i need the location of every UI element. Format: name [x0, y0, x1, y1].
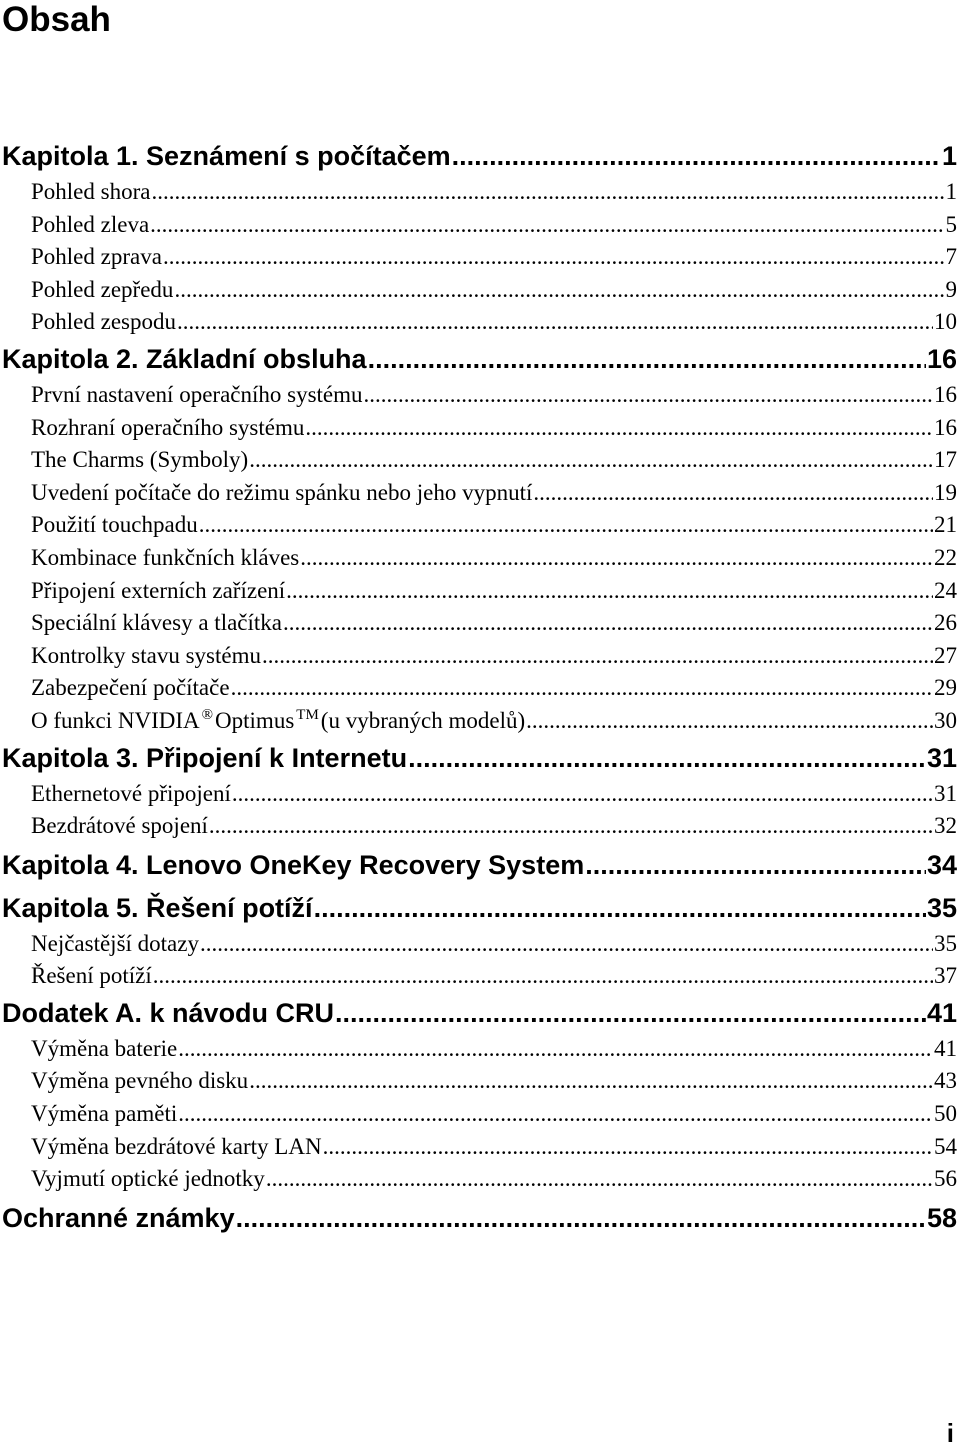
- toc-section-entry[interactable]: [0, 607, 960, 640]
- toc-section-entry-label: Výměna bezdrátové karty LAN: [31, 1133, 322, 1159]
- toc-chapter-entry[interactable]: [0, 1196, 960, 1241]
- toc-section-entry[interactable]: [0, 209, 960, 242]
- dot-leader: [283, 607, 933, 640]
- registered-mark: ®: [201, 706, 214, 723]
- toc-section-entry-label: Kontrolky stavu systému: [31, 642, 261, 668]
- toc-section-entry-page-number: 54: [934, 1133, 957, 1159]
- toc-section-entry-label: Speciální klávesy a tlačítka: [31, 610, 282, 636]
- toc-section-entry[interactable]: [0, 575, 960, 608]
- toc-section-entry[interactable]: [0, 705, 960, 738]
- footer-page-number: i: [946, 1418, 954, 1448]
- toc-section-entry-page-number: 43: [934, 1068, 957, 1094]
- table-of-contents: [0, 136, 960, 1241]
- toc-section-entry-label: Výměna baterie: [31, 1035, 178, 1061]
- dot-leader: [300, 542, 933, 575]
- toc-section-entry-label: [31, 705, 525, 738]
- dot-leader: [585, 843, 926, 888]
- toc-section-entry-label: Výměna pevného disku: [31, 1068, 249, 1094]
- toc-chapter-entry[interactable]: [0, 339, 960, 379]
- toc-section-entry-label: Pohled zprava: [31, 244, 162, 270]
- dot-leader: [286, 575, 933, 608]
- toc-chapter-entry[interactable]: [0, 738, 960, 778]
- toc-section-entry-label: Pohled zespodu: [31, 309, 177, 335]
- toc-section-entry-page-number: 9: [945, 276, 957, 302]
- toc-section-entry-page-number: 5: [945, 211, 957, 237]
- dot-leader: [163, 241, 945, 274]
- dot-leader: [533, 477, 933, 510]
- toc-section-entry[interactable]: [0, 1098, 960, 1131]
- toc-section-entry[interactable]: [0, 176, 960, 209]
- toc-section-entry-label: Pohled shora: [31, 179, 151, 204]
- toc-chapter-entry-label: Kapitola 5. Řešení potíží: [2, 892, 313, 923]
- dot-leader: [232, 778, 933, 811]
- toc-section-entry-label: Zabezpečení počítače: [31, 675, 230, 701]
- toc-section-entry-page-number: 21: [934, 512, 957, 538]
- optimus-text: Optimus: [215, 707, 295, 733]
- toc-section-entry-page-number: 50: [934, 1101, 957, 1127]
- toc-section-entry[interactable]: [0, 241, 960, 274]
- toc-section-entry[interactable]: [0, 672, 960, 705]
- toc-section-entry-page-number: 19: [934, 479, 957, 505]
- nvidia-text: O funkci NVIDIA: [31, 707, 200, 733]
- dot-leader: [262, 640, 933, 673]
- dot-leader: [408, 738, 926, 778]
- toc-section-entry-page-number: 17: [934, 447, 957, 473]
- dot-leader: [151, 176, 944, 209]
- dot-leader: [178, 1033, 933, 1066]
- toc-section-entry-page-number: 35: [934, 930, 957, 956]
- toc-section-entry-page-number: 41: [934, 1035, 957, 1061]
- toc-section-entry[interactable]: [0, 274, 960, 307]
- dot-leader: [249, 1065, 933, 1098]
- toc-chapter-entry-label: Dodatek A. k návodu CRU: [2, 997, 335, 1028]
- toc-chapter-entry-page-number: 41: [926, 997, 957, 1028]
- toc-section-entry[interactable]: [0, 1065, 960, 1098]
- toc-chapter-entry-page-number: 31: [926, 742, 957, 773]
- dot-leader: [177, 306, 933, 339]
- trademark-mark: TM: [296, 706, 319, 723]
- toc-chapter-entry-page-number: 35: [926, 892, 957, 923]
- toc-section-entry[interactable]: [0, 509, 960, 542]
- toc-chapter-entry[interactable]: [0, 888, 960, 928]
- toc-section-entry[interactable]: [0, 542, 960, 575]
- toc-section-entry[interactable]: [0, 928, 960, 961]
- toc-chapter-entry-page-number: 16: [926, 343, 957, 374]
- dot-leader: [335, 993, 926, 1033]
- toc-section-entry[interactable]: [0, 306, 960, 339]
- toc-chapter-entry-label: Kapitola 4. Lenovo OneKey Recovery System: [2, 849, 585, 880]
- toc-chapter-entry-page-number: 34: [926, 849, 957, 880]
- toc-chapter-entry[interactable]: [0, 136, 960, 176]
- dot-leader: [368, 339, 926, 379]
- toc-chapter-entry-label: Kapitola 2. Základní obsluha: [2, 343, 367, 374]
- dot-leader: [266, 1163, 933, 1196]
- toc-section-entry-page-number: 30: [934, 707, 957, 733]
- toc-section-entry-page-number: 56: [934, 1166, 957, 1192]
- toc-chapter-entry-label: Ochranné známky: [2, 1202, 235, 1233]
- dot-leader: [150, 209, 944, 242]
- toc-chapter-entry-page-number: 1: [941, 141, 957, 171]
- toc-section-entry-label: Připojení externích zařízení: [31, 577, 286, 603]
- dot-leader: [249, 444, 933, 477]
- toc-chapter-entry-label: Kapitola 3. Připojení k Internetu: [2, 742, 408, 773]
- dot-leader: [236, 1196, 926, 1241]
- toc-section-entry-label: První nastavení operačního systému: [31, 381, 363, 407]
- toc-section-entry-label: Kombinace funkčních kláves: [31, 544, 300, 570]
- toc-section-entry[interactable]: [0, 1033, 960, 1066]
- dot-leader: [199, 509, 933, 542]
- models-text: (u vybraných modelů): [320, 707, 526, 733]
- toc-section-entry[interactable]: [0, 810, 960, 843]
- toc-section-entry-label: Pohled zleva: [31, 211, 150, 237]
- dot-leader: [314, 888, 926, 928]
- toc-section-entry-page-number: 22: [934, 544, 957, 570]
- toc-section-entry-page-number: 27: [934, 642, 957, 668]
- dot-leader: [305, 412, 933, 445]
- toc-section-entry[interactable]: [0, 640, 960, 673]
- dot-leader: [323, 1131, 933, 1164]
- toc-section-entry-label: Uvedení počítače do režimu spánku nebo jeho vypnutí: [31, 479, 533, 505]
- toc-section-entry-page-number: 16: [934, 414, 957, 440]
- toc-section-entry-label: Bezdrátové spojení: [31, 813, 208, 839]
- toc-section-entry-page-number: 32: [934, 813, 957, 839]
- dot-leader: [364, 379, 933, 412]
- toc-section-entry-label: Výměna paměti: [31, 1101, 178, 1127]
- toc-section-entry[interactable]: [0, 778, 960, 811]
- toc-section-entry[interactable]: [0, 960, 960, 993]
- page-title: Obsah: [2, 0, 111, 39]
- toc-section-entry[interactable]: [0, 1131, 960, 1164]
- dot-leader: [178, 1098, 933, 1131]
- toc-section-entry-page-number: 31: [934, 780, 957, 806]
- toc-section-entry[interactable]: [0, 444, 960, 477]
- toc-chapter-entry[interactable]: [0, 843, 960, 888]
- toc-section-entry-page-number: 26: [934, 610, 957, 636]
- toc-section-entry-label: Použití touchpadu: [31, 512, 198, 538]
- toc-section-entry-page-number: 7: [945, 244, 957, 270]
- toc-section-entry-page-number: 1: [945, 179, 957, 204]
- toc-section-entry[interactable]: [0, 477, 960, 510]
- dot-leader: [209, 810, 933, 843]
- toc-chapter-entry-label: Kapitola 1. Seznámení s počítačem: [2, 141, 451, 171]
- toc-section-entry-label: Řešení potíží: [31, 963, 152, 989]
- toc-section-entry-label: Nejčastější dotazy: [31, 930, 199, 956]
- toc-section-entry-page-number: 29: [934, 675, 957, 701]
- dot-leader: [200, 928, 933, 961]
- toc-section-entry-page-number: 10: [934, 309, 957, 335]
- toc-section-entry-label: Vyjmutí optické jednotky: [31, 1166, 265, 1192]
- toc-section-entry-page-number: 16: [934, 381, 957, 407]
- dot-leader: [231, 672, 933, 705]
- dot-leader: [526, 705, 933, 738]
- toc-section-entry-page-number: 37: [934, 963, 957, 989]
- dot-leader: [174, 274, 944, 307]
- dot-leader: [452, 136, 941, 176]
- toc-section-entry-label: Rozhraní operačního systému: [31, 414, 305, 440]
- toc-section-entry[interactable]: [0, 1163, 960, 1196]
- toc-section-entry-label: Pohled zepředu: [31, 276, 174, 302]
- toc-section-entry-label: Ethernetové připojení: [31, 780, 231, 806]
- toc-section-entry-label: The Charms (Symboly): [31, 447, 249, 473]
- toc-chapter-entry-page-number: 58: [926, 1202, 957, 1233]
- toc-section-entry[interactable]: [0, 412, 960, 445]
- toc-chapter-entry[interactable]: [0, 993, 960, 1033]
- dot-leader: [153, 960, 933, 993]
- toc-section-entry-page-number: 24: [934, 577, 957, 603]
- toc-section-entry[interactable]: [0, 379, 960, 412]
